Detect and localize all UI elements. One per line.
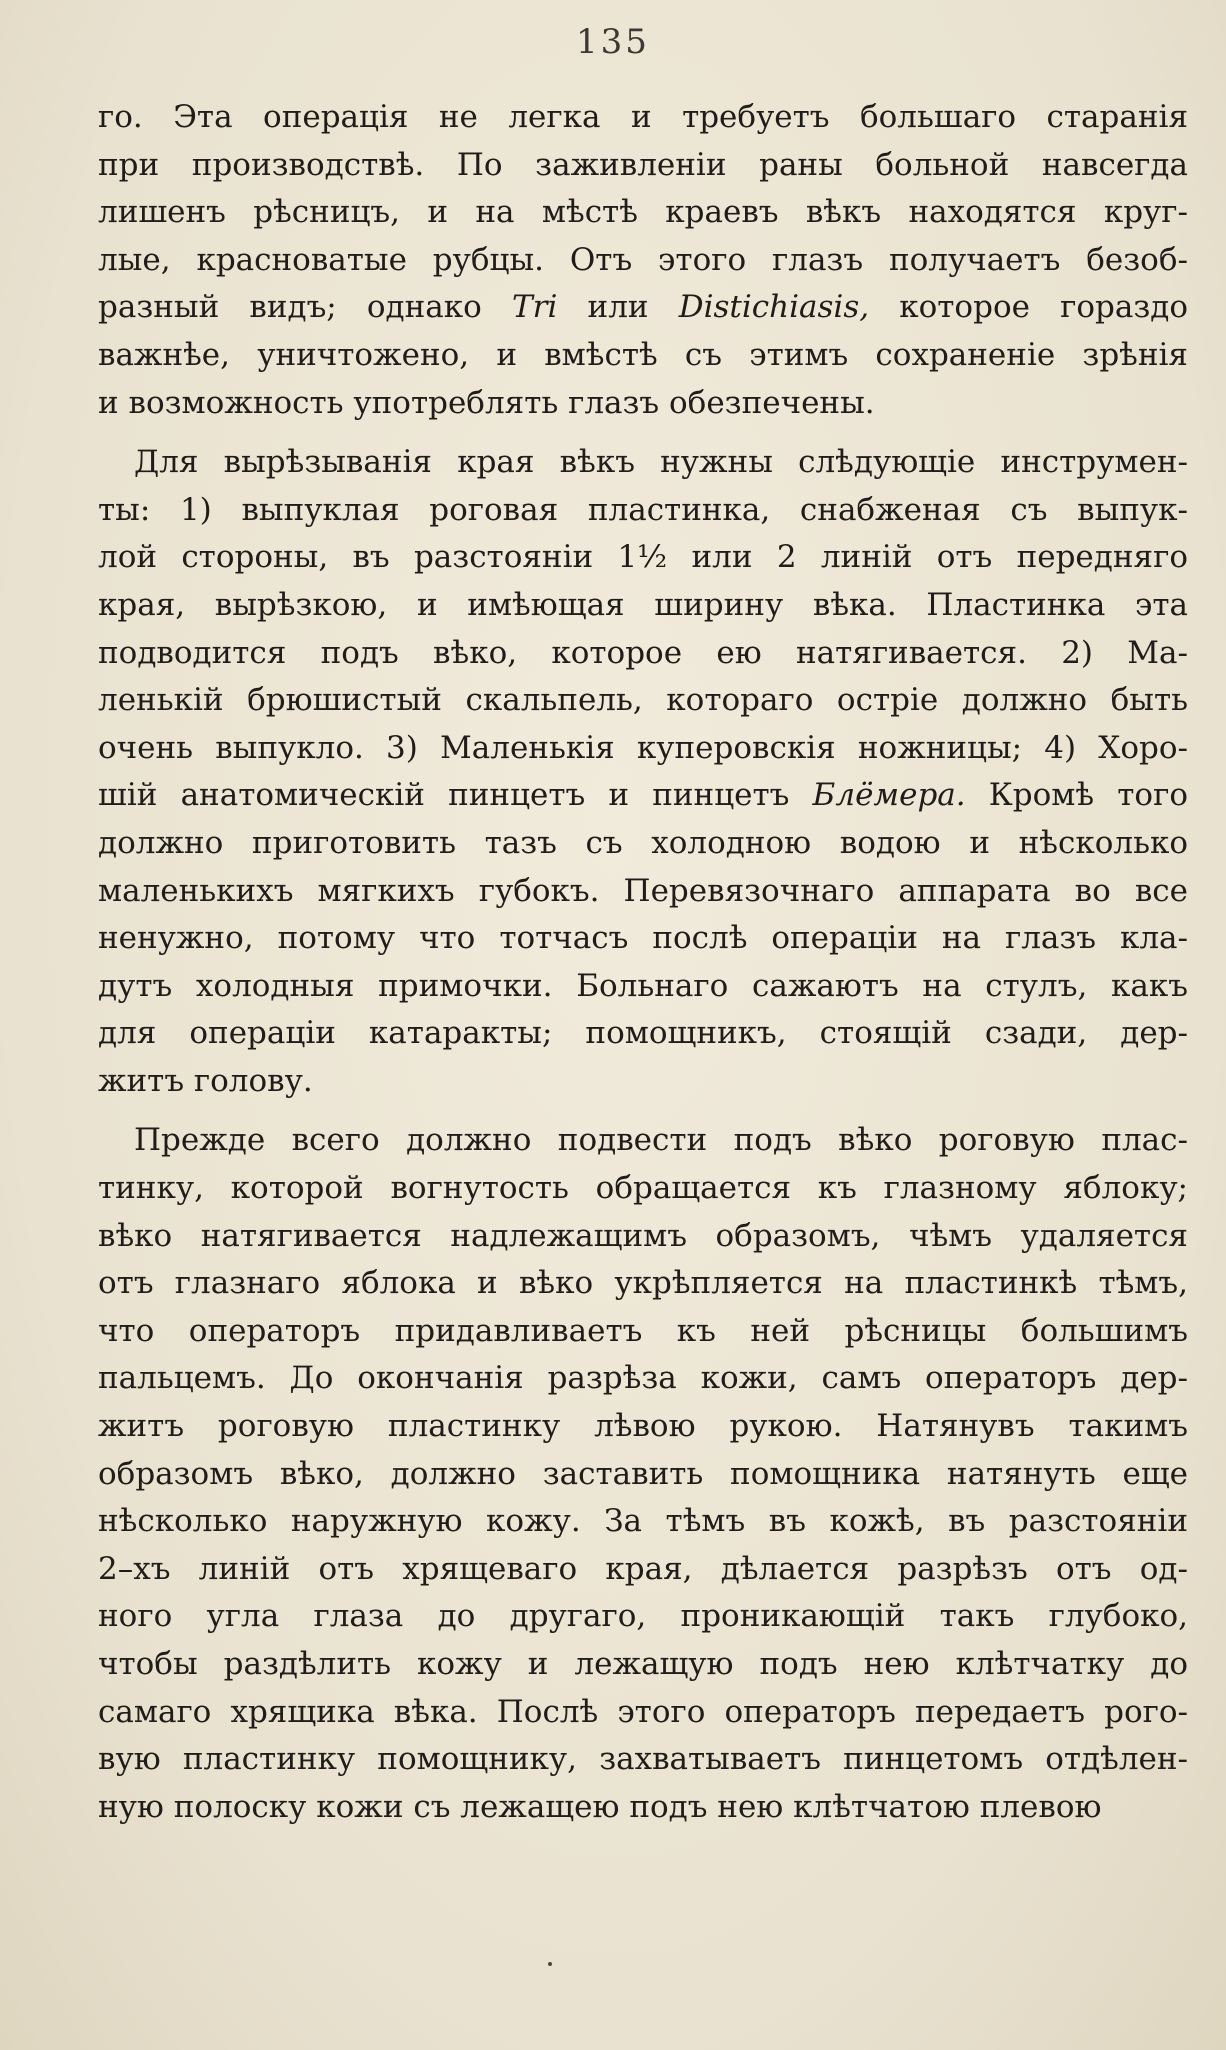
text-line xyxy=(98,189,1188,237)
text-line xyxy=(98,142,1188,190)
text-run: которое гораздо xyxy=(869,289,1188,326)
text-line xyxy=(98,237,1188,285)
text-line xyxy=(98,820,1188,868)
text-run: го. Эта операція не легка и требуетъ большаго старанія xyxy=(98,99,1188,135)
text-run: образомъ вѣко, должно заставить помощника натянуть еще xyxy=(98,1455,1188,1492)
text-line xyxy=(98,1260,1188,1308)
text-run: Прежде всего должно подвести подъ вѣко роговую плас- xyxy=(134,1122,1188,1159)
paragraph xyxy=(98,1117,1188,1831)
text-line xyxy=(98,1058,1188,1106)
text-line xyxy=(98,1736,1188,1784)
text-line xyxy=(98,1213,1188,1261)
text-line xyxy=(98,1498,1188,1546)
text-line xyxy=(98,725,1188,773)
text-line xyxy=(98,534,1188,582)
text-run: тинку, которой вогнутость обращается къ глазному яблоку; xyxy=(98,1170,1188,1207)
italic-term: Tri xyxy=(511,289,558,326)
text-line xyxy=(98,94,1188,142)
text-run: Для вырѣзыванія края вѣкъ нужны слѣдующіе инструмен- xyxy=(134,444,1188,481)
text-line xyxy=(98,1308,1188,1356)
text-run: должно приготовить тазъ съ холодною водою и нѣсколько xyxy=(98,824,1188,861)
text-run: дутъ холодныя примочки. Больнаго сажаютъ на стулъ, какъ xyxy=(98,967,1188,1004)
text-run: лые, красноватые рубцы. Отъ этого глазъ получаетъ безоб- xyxy=(98,241,1188,278)
text-run: нѣсколько наружную кожу. За тѣмъ въ кожѣ, въ разстояніи xyxy=(98,1503,1188,1540)
text-run: разный видъ; однако xyxy=(98,289,512,326)
text-run: лой стороны, въ разстояніи 1½ или 2 линій отъ передняго xyxy=(98,539,1188,576)
text-run: шій анатомическій пинцетъ и пинцетъ xyxy=(98,777,813,814)
text-run: пальцемъ. До окончанія разрѣза кожи, самъ операторъ дер- xyxy=(98,1360,1188,1397)
text-line xyxy=(98,963,1188,1011)
text-run: отъ глазнаго яблока и вѣко укрѣпляется на пластинкѣ тѣмъ, xyxy=(98,1265,1188,1302)
text-run: чтобы раздѣлить кожу и лежащую подъ нею клѣтчатку до xyxy=(98,1646,1188,1682)
text-run: житъ роговую пластинку лѣвою рукою. Натянувъ такимъ xyxy=(98,1408,1188,1445)
text-line xyxy=(98,380,1188,428)
paragraph xyxy=(98,94,1188,427)
text-run: вѣко натягивается надлежащимъ образомъ, чѣмъ удаляется xyxy=(98,1217,1188,1254)
text-run: и возможность употреблять глазъ обезпечены. xyxy=(98,384,875,421)
text-line xyxy=(98,915,1188,963)
italic-term: Блёмера. xyxy=(812,777,966,814)
text-line xyxy=(98,1117,1188,1165)
text-line xyxy=(98,439,1188,487)
text-line xyxy=(98,630,1188,678)
text-run: важнѣе, уничтожено, и вмѣстѣ съ этимъ сохраненіе зрѣнія xyxy=(98,336,1188,373)
text-line xyxy=(98,1355,1188,1403)
text-run: ленькій брюшистый скальпель, котораго остріе должно быть xyxy=(98,682,1188,719)
text-run: или xyxy=(557,289,679,326)
text-run: вую пластинку помощнику, захватываетъ пинцетомъ отдѣлен- xyxy=(98,1741,1188,1778)
text-run: ты: 1) выпуклая роговая пластинка, снабженая съ выпук- xyxy=(98,491,1188,528)
text-run: 2–хъ линій отъ хрящеваго края, дѣлается разрѣзъ отъ од- xyxy=(98,1550,1188,1587)
page-number: 135 xyxy=(576,22,650,62)
text-line xyxy=(98,772,1188,820)
text-run: при производствѣ. По заживленіи раны больной навсегда xyxy=(98,146,1188,183)
text-line xyxy=(98,1784,1188,1832)
text-body xyxy=(98,94,1188,1843)
text-run: лишенъ рѣсницъ, и на мѣстѣ краевъ вѣкъ находятся круг- xyxy=(98,194,1188,231)
text-line xyxy=(98,284,1188,332)
text-line xyxy=(98,1641,1188,1689)
text-line xyxy=(98,487,1188,535)
text-line xyxy=(98,1165,1188,1213)
text-run: самаго хрящика вѣка. Послѣ этого операторъ передаетъ рого- xyxy=(98,1693,1188,1730)
text-run: Кромѣ того xyxy=(965,777,1188,814)
text-line xyxy=(98,677,1188,725)
text-run: для операціи катаракты; помощникъ, стоящій сзади, дер- xyxy=(98,1015,1188,1052)
italic-term: Distichiasis, xyxy=(678,289,870,326)
text-line xyxy=(98,1010,1188,1058)
text-run: очень выпукло. 3) Маленькія куперовскія ножницы; 4) Хоро- xyxy=(98,729,1188,766)
text-run: края, вырѣзкою, и имѣющая ширину вѣка. Пластинка эта xyxy=(98,586,1188,623)
text-line xyxy=(98,582,1188,630)
text-run: ненужно, потому что тотчасъ послѣ операціи на глазъ кла- xyxy=(98,920,1188,957)
text-run: житъ голову. xyxy=(98,1062,313,1099)
text-line xyxy=(98,1403,1188,1451)
text-run: подводится подъ вѣко, которое ею натягивается. 2) Ма- xyxy=(98,634,1188,671)
text-line xyxy=(98,1689,1188,1737)
text-line xyxy=(98,1451,1188,1499)
text-run: ного угла глаза до другаго, проникающій такъ глубоко, xyxy=(98,1598,1188,1635)
text-run: маленькихъ мягкихъ губокъ. Перевязочнаго аппарата во все xyxy=(98,872,1188,909)
text-line xyxy=(98,1546,1188,1594)
ink-speck xyxy=(548,1962,552,1966)
text-run: что операторъ придавливаетъ къ ней рѣсницы большимъ xyxy=(98,1312,1188,1349)
paragraph xyxy=(98,439,1188,1105)
text-line xyxy=(98,332,1188,380)
text-line xyxy=(98,868,1188,916)
text-line xyxy=(98,1593,1188,1641)
text-run: ную полоску кожи съ лежащею подъ нею клѣтчатою плевою xyxy=(98,1788,1102,1825)
